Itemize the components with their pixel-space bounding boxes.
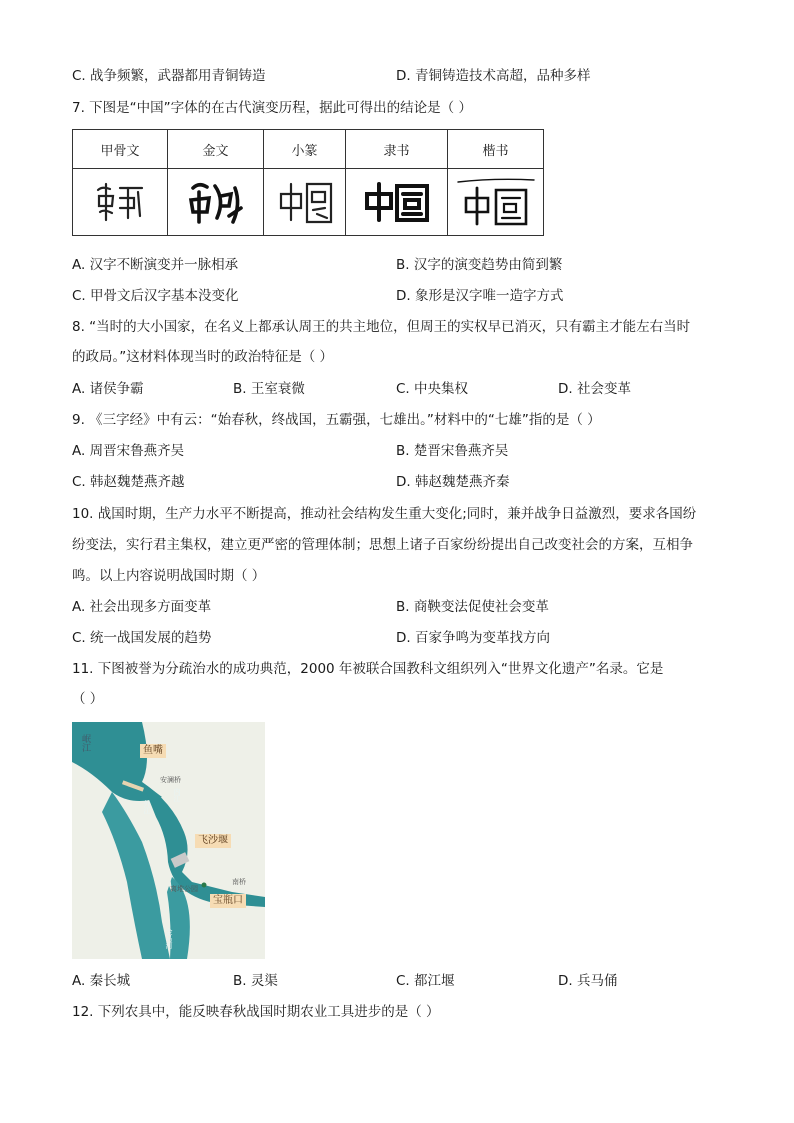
- script-evolution-table: [72, 129, 544, 236]
- dujiangyan-map: [72, 722, 265, 959]
- q10-stem-line1: 10. 战国时期，生产力水平不断提高，推动社会结构发生重大变化;同时，兼并战争日益激烈，要求各国纷: [72, 506, 697, 522]
- q12-stem: 12. 下列农具中，能反映春秋战国时期农业工具进步的是（ ）: [72, 1004, 440, 1020]
- map-label-fish-mouth: 鱼嘴: [140, 744, 166, 758]
- small-seal-glyph: [264, 169, 346, 236]
- bronze-glyph: [168, 169, 264, 236]
- q11-option-c: C. 都江堰: [396, 973, 455, 989]
- header-clerical: 隶书: [346, 130, 448, 169]
- q11-stem-line2: （ ）: [72, 691, 104, 707]
- header-bronze: 金文: [168, 130, 264, 169]
- header-regular: 楷书: [448, 130, 544, 169]
- clerical-glyph: [346, 169, 448, 236]
- map-label-jinma-river: 金马河: [165, 928, 173, 949]
- q7-option-d: D. 象形是汉字唯一造字方式: [396, 288, 564, 304]
- map-label-baopingkou: 宝瓶口: [210, 894, 246, 908]
- q7-option-c: C. 甲骨文后汉字基本没变化: [72, 288, 239, 304]
- oracle-bone-glyph: [73, 169, 168, 236]
- map-label-minjiang: 岷江: [80, 734, 90, 752]
- q11-option-b: B. 灵渠: [233, 973, 278, 989]
- map-label-south-bridge: 南桥: [232, 878, 246, 886]
- q10-option-b: B. 商鞅变法促使社会变革: [396, 599, 549, 615]
- q8-option-a: A. 诸侯争霸: [72, 381, 144, 397]
- q11-option-a: A. 秦长城: [72, 973, 131, 989]
- q10-stem-line2: 纷变法，实行君主集权，建立更严密的管理体制；思想上诸子百家纷纷提出自己改变社会的方案，互相争: [72, 537, 693, 553]
- dujiangyan-map-image: [72, 722, 265, 959]
- q11-option-d: D. 兵马俑: [558, 973, 618, 989]
- q9-stem: 9. 《三字经》中有云：“始春秋，终战国，五霸强，七雄出。”材料中的“七雄”指的是（ ）: [72, 412, 601, 428]
- q8-stem-line1: 8. “当时的大小国家，在名义上都承认周王的共主地位，但周王的实权早已消灭，只有霸主才能左右当时: [72, 319, 691, 335]
- regular-glyph: [448, 169, 544, 236]
- q11-stem-line1: 11. 下图被誉为分疏治水的成功典范，2000 年被联合国教科文组织列入“世界文化遗产”名录。它是: [72, 661, 664, 677]
- q7-stem: 7. 下图是“中国”字体的在古代演变历程，据此可得出的结论是（ ）: [72, 100, 472, 116]
- q6-option-d: D. 青铜铸造技术高超，品种多样: [396, 68, 591, 84]
- q8-option-d: D. 社会变革: [558, 381, 631, 397]
- header-oracle-bone: 甲骨文: [73, 130, 168, 169]
- q9-option-b: B. 楚晋宋鲁燕齐吴: [396, 443, 509, 459]
- q9-option-c: C. 韩赵魏楚燕齐越: [72, 474, 185, 490]
- q9-option-d: D. 韩赵魏楚燕齐秦: [396, 474, 510, 490]
- map-label-feishayan: 飞沙堰: [195, 834, 231, 848]
- q8-option-c: C. 中央集权: [396, 381, 469, 397]
- map-label-inner-river: 内江: [173, 788, 181, 802]
- map-label-lidui-park: 离堆公园: [170, 885, 198, 893]
- q10-stem-line3: 鸣。以上内容说明战国时期（ ）: [72, 568, 266, 584]
- q8-option-b: B. 王室衰微: [233, 381, 305, 397]
- q8-stem-line2: 的政局。”这材料体现当时的政治特征是（ ）: [72, 349, 334, 365]
- clerical-zhongguo-image: [363, 180, 431, 224]
- oracle-bone-zhongguo-image: [90, 178, 150, 226]
- q10-option-d: D. 百家争鸣为变革找方向: [396, 630, 550, 646]
- header-small-seal: 小篆: [264, 130, 346, 169]
- q7-option-a: A. 汉字不断演变并一脉相承: [72, 257, 239, 273]
- small-seal-zhongguo-image: [275, 178, 335, 226]
- bronze-zhongguo-image: [185, 178, 247, 226]
- map-label-anlan-bridge: 安澜桥: [160, 776, 181, 784]
- q6-option-c: C. 战争频繁，武器都用青铜铸造: [72, 68, 266, 84]
- map-label-outer-river: 外江: [143, 800, 151, 814]
- q7-option-b: B. 汉字的演变趋势由简到繁: [396, 257, 563, 273]
- q10-option-a: A. 社会出现多方面变革: [72, 599, 212, 615]
- q10-option-c: C. 统一战国发展的趋势: [72, 630, 212, 646]
- q9-option-a: A. 周晋宋鲁燕齐吴: [72, 443, 185, 459]
- regular-zhongguo-image: [454, 174, 538, 230]
